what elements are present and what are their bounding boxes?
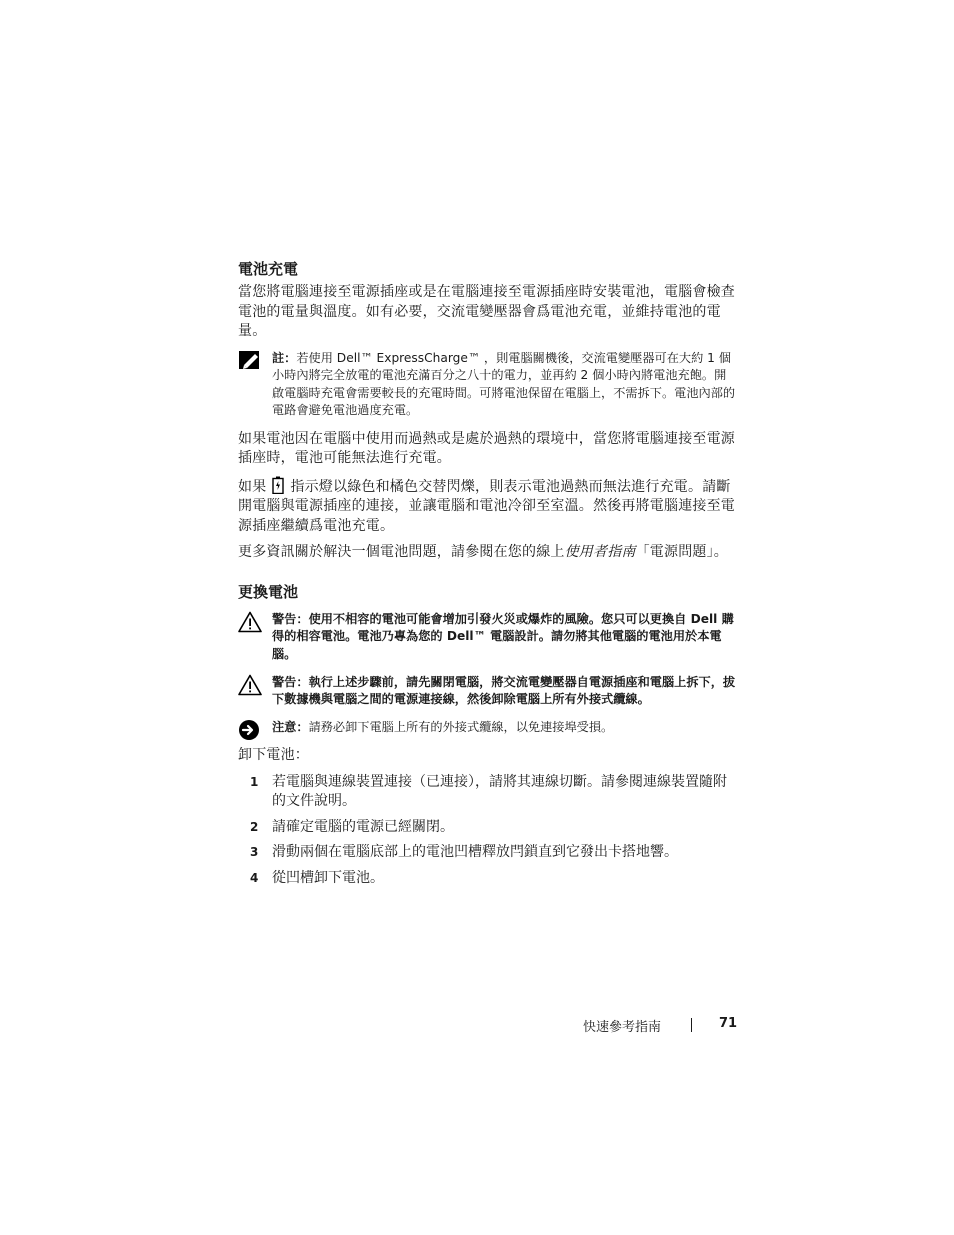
step-text: 滑動兩個在電腦底部上的電池凹槽釋放閂鎖直到它發出卡搭地響。	[272, 844, 678, 861]
step-text: 請確定電腦的電源已經關閉。	[272, 818, 454, 835]
footer-divider	[691, 1018, 692, 1032]
remove-battery-steps	[238, 773, 738, 889]
step-item	[238, 843, 738, 863]
para4-post: 「電源問題」。	[635, 544, 729, 561]
step-number: 4	[250, 870, 259, 885]
warning-triangle-icon	[238, 674, 264, 696]
step-item	[238, 818, 738, 838]
section-title-replacing: 更換電池	[238, 582, 299, 601]
warning-triangle-icon	[238, 611, 264, 633]
notice-text: 請務必卸下電腦上所有的外接式纜線，以免連接埠受損。	[308, 719, 614, 734]
page-number: 71	[719, 1016, 738, 1031]
charging-paragraph-4	[238, 543, 738, 563]
notice-block	[238, 719, 738, 737]
warning-1-label: 警告：	[272, 611, 309, 626]
step-text: 若電腦與連線裝置連接（已連接），請將其連線切斷。請參閱連線裝置隨附的文件說明。	[272, 773, 727, 810]
para4-pre: 更多資訊關於解決一個電池問題，請參閱在您的線上	[238, 544, 565, 561]
para3-pre: 如果	[238, 478, 267, 495]
pencil-note-icon	[238, 350, 264, 372]
step-number: 1	[250, 774, 259, 789]
notice-label: 注意：	[272, 719, 309, 734]
note-text: 若使用 Dell™ ExpressCharge™ ，則電腦關機後，交流電變壓器可在大約 1 個小時內將完全放電的電池充滿百分之八十的電力，並再約 2 個小時內將電池充飽。開啟電腦時充電會需要較長的充電時間。可將電池保留在電腦上，不需拆下。電池內部的電路會避免電池過度充電。	[272, 350, 736, 418]
note-label: 註：	[272, 350, 297, 365]
charging-paragraph-3	[238, 476, 738, 537]
battery-icon	[272, 476, 284, 494]
step-number: 3	[250, 845, 259, 860]
warning-2-label: 警告：	[272, 674, 309, 689]
page-footer	[583, 1016, 738, 1035]
warning-2-text: 執行上述步驟前，請先關閉電腦，將交流電變壓器自電源插座和電腦上拆下，拔下數據機與電腦之間的電源連接線，然後卸除電腦上所有外接式纜線。	[272, 674, 736, 707]
note-block	[238, 350, 738, 420]
footer-guide-title: 快速參考指南	[583, 1020, 662, 1035]
step-number: 2	[250, 819, 259, 834]
warning-block-1	[238, 611, 738, 664]
remove-battery-intro: 卸下電池：	[238, 747, 309, 764]
users-guide-title: 使用者指南	[564, 544, 636, 561]
charging-paragraph-2: 如果電池因在電腦中使用而過熱或是處於過熱的環境中，當您將電腦連接至電源插座時，電池可能無法進行充電。	[238, 430, 735, 467]
warning-1-text: 使用不相容的電池可能會增加引發火災或爆炸的風險。您只可以更換自 Dell 購得的相容電池。電池乃專為您的 Dell™ 電腦設計。請勿將其他電腦的電池用於本電腦。	[272, 611, 734, 662]
warning-block-2	[238, 674, 738, 709]
step-item	[238, 773, 738, 812]
charging-paragraph-1: 當您將電腦連接至電源插座或是在電腦連接至電源插座時安裝電池，電腦會檢查電池的電量與溫度。如有必要，交流電變壓器會爲電池充電，並維持電池的電量。	[238, 284, 735, 339]
page-content	[238, 258, 738, 894]
step-item	[238, 869, 738, 889]
step-text: 從凹槽卸下電池。	[272, 869, 384, 886]
para3-post: 指示燈以綠色和橘色交替閃爍，則表示電池過熱而無法進行充電。請斷開電腦與電源插座的連接，並讓電腦和電池冷卻至室溫。然後再將電腦連接至電源插座繼續爲電池充電。	[238, 478, 735, 534]
notice-circle-icon	[238, 719, 264, 741]
section-title-charging: 電池充電	[238, 260, 299, 278]
